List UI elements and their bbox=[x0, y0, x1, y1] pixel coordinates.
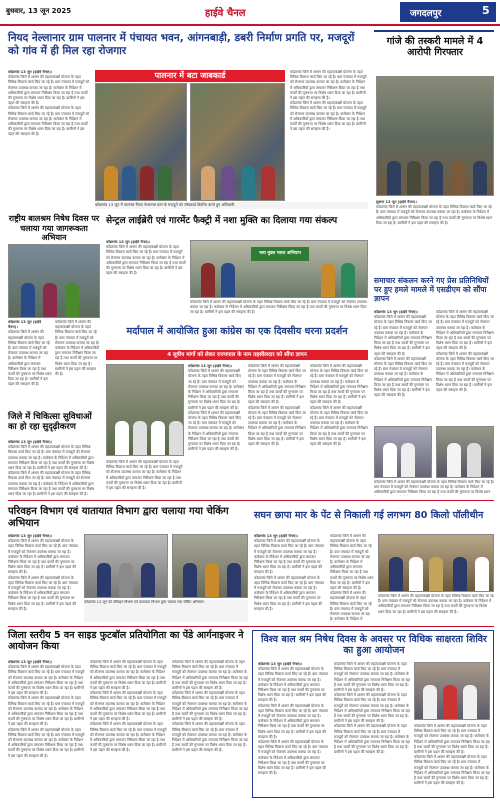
article-body: कोंडागांव जिले में शासन की महत्वाकांक्षी योजना के तहत विभिन्न विकास कार्य किए जा रहे हैं। ग्राम पंचायत में मजदूरों को रोजगार उपलब्ध कराया जा रहा है। कलेक्टर के निर्देशन में अधिकारियों द्वारा लगातार निरीक्षण किया जा रहा है तथा कार्यों की गुणवत्ता पर विशेष ध्यान दिया जा रहा है। ग्रामीणों ने इस पहल की सराहना की है। bbox=[334, 662, 410, 693]
news-reps-photo-1 bbox=[374, 426, 432, 478]
textile-headline: सेन्ट्रल लाईब्रेरी एवं गारमेंट फैक्ट्री में नशा मुक्ति का दिलाया गया संकल्प bbox=[106, 216, 338, 226]
dateline: कोंडागांव 13 जून (हाईवे चैनल)। bbox=[188, 364, 233, 368]
article-body: कोंडागांव जिले में शासन की महत्वाकांक्षी योजना के तहत विभिन्न विकास कार्य किए जा रहे हैं। ग्राम पंचायत में मजदूरों को रोजगार उपलब्ध कराया जा रहा है। कलेक्टर के निर्देशन में अधिकारियों द्वारा लगातार निरीक्षण किया जा रहा है तथा कार्यों की गुणवत्ता पर विशेष ध्यान दिया जा रहा है। ग्रामीणों ने इस पहल की सराहना की है। bbox=[290, 70, 367, 101]
dateline: कोंडागांव 13 जून (हाईवे चैनल)। bbox=[374, 310, 419, 314]
issue-date: बुधवार, 13 जून 2025 bbox=[6, 7, 72, 15]
drug-awareness-col-2 bbox=[55, 320, 100, 408]
main-headline: नियद नेल्लानार ग्राम पालनार में पंचायत भवन, आंगनबाड़ी, डबरी निर्माण प्रगति पर, मजदूरों को गांव में ही मिल रहा रोजगार bbox=[8, 32, 355, 57]
divider bbox=[374, 30, 494, 32]
article-body: कोंडागांव जिले में शासन की महत्वाकांक्षी योजना के तहत विभिन्न विकास कार्य किए जा रहे हैं। ग्राम पंचायत में मजदूरों को रोजगार उपलब्ध कराया जा रहा है। कलेक्टर के निर्देशन में अधिकारियों द्वारा लगातार निरीक्षण किया जा रहा है तथा कार्यों की गुणवत्ता पर विशेष ध्यान दिया जा रहा है। ग्रामीणों ने इस पहल की सराहना की है। bbox=[254, 575, 324, 611]
congress-subhead: 4 सूत्रीय मांगों को लेकर राज्यपाल के नाम तहसीलदार को सौंपा ज्ञापन bbox=[106, 350, 368, 360]
main-photo-right bbox=[190, 83, 285, 201]
city-section-label: जगदलपुर bbox=[400, 2, 496, 22]
article-body: कोंडागांव जिले में शासन की महत्वाकांक्षी योजना के तहत विभिन्न विकास कार्य किए जा रहे हैं। ग्राम पंचायत में मजदूरों को रोजगार उपलब्ध कराया जा रहा है। कलेक्टर के निर्देशन में अधिकारियों द्वारा लगातार निरीक्षण किया जा रहा है तथा कार्यों की गुणवत्ता पर विशेष ध्यान दिया जा रहा है। ग्रामीणों ने इस पहल की सराहना की है। bbox=[258, 703, 328, 739]
health-headline: जिले में चिकित्सा सुविधाओं का हो रहा सुदृढ़ीकरण bbox=[8, 412, 92, 433]
news-reps-col-2 bbox=[436, 310, 494, 422]
dateline: सुकमा 13 जून (हाईवे चैनल)। bbox=[376, 200, 417, 204]
health-article bbox=[8, 440, 100, 500]
article-body: कोंडागांव जिले में शासन की महत्वाकांक्षी योजना के तहत विभिन्न विकास कार्य किए जा रहे हैं। ग्राम पंचायत में मजदूरों को रोजगार उपलब्ध कराया जा रहा है। कलेक्टर के निर्देशन में अधिकारियों द्वारा लगातार निरीक्षण किया जा रहा है तथा कार्यों की गुणवत्ता पर विशेष ध्यान दिया जा रहा है। ग्रामीणों ने इस पहल की सराहना की है। bbox=[188, 369, 244, 410]
article-body: कोंडागांव जिले में शासन की महत्वाकांक्षी योजना के तहत विभिन्न विकास कार्य किए जा रहे हैं। ग्राम पंचायत में मजदूरों को रोजगार उपलब्ध कराया जा रहा है। कलेक्टर के निर्देशन में अधिकारियों द्वारा लगातार निरीक्षण किया जा रहा है तथा कार्यों की गुणवत्ता पर विशेष ध्यान दिया जा रहा है। ग्रामीणों ने इस पहल की सराहना की है। bbox=[254, 539, 324, 575]
ganja-photo bbox=[376, 76, 494, 196]
article-body: कोंडागांव जिले में शासन की महत्वाकांक्षी योजना के तहत विभिन्न विकास कार्य किए जा रहे हैं। ग्राम पंचायत में मजदूरों को रोजगार उपलब्ध कराया जा रहा है। कलेक्टर के निर्देशन में अधिकारियों द्वारा लगातार निरीक्षण किया जा रहा है तथा कार्यों की गुणवत्ता पर विशेष ध्यान दिया जा रहा है। ग्रामीणों ने इस पहल की सराहना की है। bbox=[172, 691, 248, 722]
transport-photo-2 bbox=[172, 534, 248, 598]
dateline: कोंडागांव 13 जून (हाईवे चैनल)। bbox=[254, 534, 299, 538]
legal-headline: विश्व बाल श्रम निषेध दिवस के अवसर पर विधिक साक्षरता शिविर का हुआ आयोजन bbox=[261, 634, 487, 657]
article-body: कोंडागांव जिले में शासन की महत्वाकांक्षी योजना के तहत विभिन्न विकास कार्य किए जा रहे हैं। ग्राम पंचायत में मजदूरों को रोजगार उपलब्ध कराया जा रहा है। कलेक्टर के निर्देशन में अधिकारियों द्वारा लगातार निरीक्षण किया जा रहा है तथा कार्यों की गुणवत्ता पर विशेष ध्यान दिया जा रहा है। ग्रामीणों ने इस पहल की सराहना की है। bbox=[8, 665, 85, 696]
divider bbox=[8, 500, 494, 501]
article-body: कोंडागांव जिले में शासन की महत्वाकांक्षी योजना के तहत विभिन्न विकास कार्य किए जा रहे हैं। ग्राम पंचायत में मजदूरों को रोजगार उपलब्ध कराया जा रहा है। कलेक्टर के निर्देशन में अधिकारियों द्वारा लगातार निरीक्षण किया जा रहा है तथा कार्यों की गुणवत्ता पर विशेष ध्यान दिया जा रहा है। ग्रामीणों ने इस पहल की सराहना की है। bbox=[310, 364, 368, 405]
football-col-2 bbox=[90, 660, 168, 798]
article-body: कोंडागांव जिले में शासन की महत्वाकांक्षी योजना के तहत विभिन्न विकास कार्य किए जा रहे हैं। ग्राम पंचायत में मजदूरों को रोजगार उपलब्ध कराया जा रहा है। कलेक्टर के निर्देशन में अधिकारियों द्वारा लगातार निरीक्षण किया जा रहा है तथा कार्यों की गुणवत्ता पर विशेष ध्यान दिया जा रहा है। ग्रामीणों ने इस पहल की सराहना की है। bbox=[258, 667, 328, 703]
article-body: कोंडागांव जिले में शासन की महत्वाकांक्षी योजना के तहत विभिन्न विकास कार्य किए जा रहे हैं। ग्राम पंचायत में मजदूरों को रोजगार उपलब्ध कराया जा रहा है। कलेक्टर के निर्देशन में अधिकारियों द्वारा लगातार निरीक्षण किया जा रहा है तथा कार्यों की गुणवत्ता पर विशेष ध्यान दिया जा रहा है। ग्रामीणों ने इस पहल की सराहना की है। bbox=[378, 594, 494, 614]
article-body: कोंडागांव जिले में शासन की महत्वाकांक्षी योजना के तहत विभिन्न विकास कार्य किए जा रहे हैं। ग्राम पंचायत में मजदूरों को रोजगार उपलब्ध कराया जा रहा है। कलेक्टर के निर्देशन में अधिकारियों द्वारा लगातार निरीक्षण किया जा रहा है तथा कार्यों की गुणवत्ता पर विशेष ध्यान दिया जा रहा है। ग्रामीणों ने इस पहल की सराहना की है। bbox=[172, 660, 248, 691]
drug-awareness-headline: राष्ट्रीय बालश्रम निषेध दिवस पर चलाया गया जागरूकता अभियान bbox=[8, 214, 100, 243]
article-body: कोंडागांव जिले में शासन की महत्वाकांक्षी योजना के तहत विभिन्न विकास कार्य किए जा रहे हैं। ग्राम पंचायत में मजदूरों को रोजगार उपलब्ध कराया जा रहा है। कलेक्टर के निर्देशन में bbox=[330, 591, 372, 622]
news-reps-col-3 bbox=[374, 480, 494, 496]
legal-col-1 bbox=[258, 662, 330, 794]
dateline: कोंडागांव 13 जून (हाईवे चैनल)। bbox=[8, 320, 42, 330]
article-body: कोंडागांव जिले में शासन की महत्वाकांक्षी योजना के तहत विभिन्न विकास कार्य किए जा रहे हैं। ग्राम पंचायत में मजदूरों को रोजगार उपलब्ध कराया जा रहा है। कलेक्टर के निर्देशन में अधिकारियों द्वारा लगातार निरीक्षण किया जा रहा है तथा कार्यों की गुणवत्ता पर विशेष ध्यान दिया जा रहा है। ग्रामीणों ने इस पहल की सराहना की है। bbox=[8, 696, 85, 727]
article-body: कोंडागांव जिले में शासन की महत्वाकांक्षी योजना के तहत विभिन्न विकास कार्य किए जा रहे हैं। ग्राम पंचायत में मजदूरों को रोजगार उपलब्ध कराया जा रहा है। कलेक्टर के निर्देशन में अधिकारियों द्वारा लगातार निरीक्षण किया जा रहा है तथा कार्यों की गुणवत्ता पर विशेष ध्यान दिया जा रहा है। ग्रामीणों ने इस पहल की सराहना की है। bbox=[330, 534, 374, 591]
article-body: कोंडागांव जिले में शासन की महत्वाकांक्षी योजना के तहत विभिन्न विकास कार्य किए जा रहे हैं। ग्राम पंचायत में मजदूरों को रोजगार उपलब्ध कराया जा रहा है। कलेक्टर के निर्देशन में अधिकारियों द्वारा लगातार निरीक्षण किया जा रहा है तथा कार्यों की गुणवत्ता पर विशेष ध्यान दिया जा रहा है। ग्रामीणों ने इस पहल की सराहना की है। bbox=[374, 315, 432, 356]
article-body: कोंडागांव जिले में शासन की महत्वाकांक्षी योजना के तहत विभिन्न विकास कार्य किए जा रहे हैं। ग्राम पंचायत में मजदूरों को रोजगार उपलब्ध कराया जा रहा है। कलेक्टर के निर्देशन में अधिकारियों द्वारा लगातार निरीक्षण किया जा रहा है तथा कार्यों की गुणवत्ता पर विशेष ध्यान bbox=[374, 480, 494, 495]
transport-headline: परिवहन विभाग एवं यातायात विभाग द्वारा चलाया गया चेकिंग अभियान bbox=[8, 506, 229, 529]
paper-name: हाईवे चैनल bbox=[205, 8, 246, 19]
article-body: कोंडागांव जिले में शासन की महत्वाकांक्षी योजना के तहत विभिन्न विकास कार्य किए जा रहे हैं। ग्राम पंचायत में मजदूरों को रोजगार उपलब्ध कराया जा रहा है। कलेक्टर के निर्देशन में अधिकारियों द्वारा लगातार निरीक्षण किया जा रहा है तथा कार्यों की गुणवत्ता पर विशेष ध्यान दिया जा रहा है। ग्रामीणों ने इस पहल की सराहना की है। bbox=[258, 740, 328, 776]
congress-col-0 bbox=[106, 460, 184, 496]
congress-col-3 bbox=[310, 364, 368, 494]
article-body: कोंडागांव जिले में शासन की महत्वाकांक्षी योजना के तहत विभिन्न विकास कार्य किए जा रहे हैं। ग्राम पंचायत में मजदूरों को रोजगार उपलब्ध कराया जा रहा है। कलेक्टर के निर्देशन में अधिकारियों द्वारा लगातार निरीक्षण किया जा रहा है तथा कार्यों की गुणवत्ता पर विशेष ध्यान दिया जा रहा है। ग्रामीणों ने इस पहल की सराहना की है। bbox=[436, 310, 494, 351]
textile-photo bbox=[190, 240, 368, 298]
polythene-col-1 bbox=[254, 534, 326, 622]
drug-awareness-col-1 bbox=[8, 320, 52, 408]
article-body: कोंडागांव जिले में शासन की महत्वाकांक्षी योजना के तहत विभिन्न विकास कार्य किए जा रहे हैं। ग्राम पंचायत में मजदूरों को रोजगार उपलब्ध कराया जा रहा है। कलेक्टर के निर्देशन में अधिकारियों द्वारा लगातार निरीक्षण किया जा रहा है तथा कार्यों की गुणवत्ता पर विशेष ध्यान दिया जा रहा है। ग्रामीणों ने इस पहल की सराहना की है। bbox=[8, 575, 78, 611]
football-col-3 bbox=[172, 660, 248, 798]
main-photo-caption: कोंडागांव 13 जून में पालनार नियद नेल्लानार ग्राम के मजदूरों को जॉबकार्ड वितरित करते हुए अधिकारी bbox=[95, 202, 368, 209]
main-photo-banner: पालनार में बटा जाबकार्ड bbox=[95, 70, 285, 82]
main-photo-left bbox=[95, 83, 187, 201]
article-body: कोंडागांव जिले में शासन की महत्वाकांक्षी योजना के तहत विभिन्न विकास कार्य किए जा रहे हैं। ग्राम पंचायत में मजदूरों को रोजगार उपलब्ध कराया जा रहा है। कलेक्टर के निर्देशन में अधिकारियों द्वारा लगातार निरीक्षण किया जा रहा है तथा कार्यों की गुणवत्ता पर विशेष ध्यान दिया जा रहा है। ग्रामीणों ने इस पहल की सराहना की है। bbox=[172, 722, 248, 753]
article-body: कोंडागांव जिले में शासन की महत्वाकांक्षी योजना के तहत विभिन्न विकास कार्य किए जा रहे हैं। ग्राम पंचायत में मजदूरों को रोजगार उपलब्ध कराया जा रहा है। कलेक्टर के निर्देशन में अधिकारियों द्वारा लगातार निरीक्षण किया जा रहा है तथा कार्यों की गुणवत्ता पर विशेष ध्यान दिया जा रहा है। ग्रामीणों ने इस पहल की सराहना की है। bbox=[414, 724, 490, 755]
main-article-col-3 bbox=[290, 70, 368, 200]
dateline: कोंडागांव 13 जून (हाईवे चैनल)। bbox=[8, 440, 53, 444]
dateline: कोंडागांव 13 जून (हाईवे चैनल)। bbox=[8, 660, 53, 664]
news-reps-headline: समाचार संकलन करने गए प्रेस प्रतिनिधियों पर हुए हमले मामले में एसडीएम को सौंपा ज्ञापन bbox=[374, 276, 489, 303]
dateline: कोंडागांव 13 जून (हाईवे चैनल)। bbox=[8, 534, 53, 538]
article-body: कोंडागांव जिले में शासन की महत्वाकांक्षी योजना के तहत विभिन्न विकास कार्य किए जा रहे हैं। ग्राम पंचायत में मजदूरों को रोजगार उपलब्ध कराया जा रहा है। कलेक्टर के निर्देशन में अधिकारियों द्वारा लगातार निरीक्षण किया जा रहा है तथा कार्यों की गुणवत्ता पर विशेष ध्यान दिया जा रहा है। ग्रामीणों ने इस पहल की सराहना की है। bbox=[374, 356, 432, 398]
article-body: कोंडागांव जिले में शासन की महत्वाकांक्षी योजना के तहत विभिन्न विकास कार्य किए जा रहे हैं। ग्राम पंचायत में मजदूरों को रोजगार उपलब्ध कराया जा रहा है। कलेक्टर के निर्देशन में अधिकारियों द्वारा लगातार निरीक्षण किया जा रहा है तथा कार्यों की गुणवत्ता पर विशेष ध्यान दिया जा रहा है। ग्रामीणों ने इस पहल की सराहना की है। bbox=[248, 405, 306, 447]
article-body: कोंडागांव जिले में शासन की महत्वाकांक्षी योजना के तहत विभिन्न विकास कार्य किए जा रहे हैं। ग्राम पंचायत में मजदूरों को रोजगार उपलब्ध कराया जा रहा है। कलेक्टर के निर्देशन में अधिकारियों द्वारा लगातार निरीक्षण किया जा रहा है तथा कार्यों की गुणवत्ता पर विशेष ध्यान दिया जा रहा है। ग्रामीणों ने इस पहल की सराहना की है। bbox=[310, 405, 368, 447]
divider bbox=[8, 626, 494, 627]
ganja-headline: गांजे की तस्करी मामले में 4 आरोपी गिरफ्तार bbox=[386, 36, 484, 59]
article-body: कोंडागांव जिले में शासन की महत्वाकांक्षी योजना के तहत विभिन्न विकास कार्य किए जा रहे हैं। ग्राम पंचायत में मजदूरों को रोजगार उपलब्ध कराया जा रहा है। कलेक्टर के निर्देशन में अधिकारियों द्वारा लगातार निरीक्षण किया जा रहा है तथा कार्यों की गुणवत्ता पर विशेष ध्यान दिया जा रहा है। ग्रामीणों ने इस पहल की सराहना की है। bbox=[106, 245, 186, 276]
congress-photo bbox=[106, 364, 184, 456]
article-body: कोंडागांव जिले में शासन की महत्वाकांक्षी योजना के तहत विभिन्न विकास कार्य किए जा रहे हैं। ग्राम पंचायत में मजदूरों को रोजगार उपलब्ध कराया जा रहा है। कलेक्टर के निर्देशन में अधिकारियों द्वारा लगातार निरीक्षण किया जा रहा है तथा कार्यों की गुणवत्ता पर विशेष ध्यान दिया जा रहा है। ग्रामीणों ने इस पहल की सराहना की है। bbox=[188, 410, 244, 452]
article-body: कोंडागांव जिले में शासन की महत्वाकांक्षी योजना के तहत विभिन्न विकास कार्य किए जा रहे हैं। ग्राम पंचायत में मजदूरों को रोजगार उपलब्ध कराया जा रहा है। कलेक्टर के निर्देशन में अधिकारियों द्वारा लगातार निरीक्षण किया जा रहा है तथा कार्यों की गुणवत्ता पर विशेष ध्यान दिया जा रहा है। ग्रामीणों ने इस पहल की सराहना की है। bbox=[8, 471, 95, 497]
polythene-col-3 bbox=[378, 594, 494, 622]
football-headline: जिला स्तरीय 5 वन साइड फुटबॉल प्रतियोगिता का पेंडे आर्गनाइजर ने आयोजन किया bbox=[8, 630, 244, 653]
dateline: कोंडागांव 13 जून (हाईवे चैनल)। bbox=[8, 70, 53, 74]
legal-col-3 bbox=[414, 724, 490, 794]
drug-awareness-photo bbox=[8, 244, 100, 318]
news-reps-col-1 bbox=[374, 310, 432, 422]
legal-col-2 bbox=[334, 662, 410, 794]
polythene-headline: सघन छापा मार के पेंट से निकाली गई लगभग 80 किलो पॉलीथीन bbox=[254, 510, 484, 521]
article-body: कोंडागांव जिले में शासन की महत्वाकांक्षी योजना के तहत विभिन्न विकास कार्य किए जा रहे हैं। ग्राम पंचायत में मजदूरों को रोजगार उपलब्ध कराया जा रहा है। कलेक्टर के निर्देशन में अधिकारियों द्वारा लगातार निरीक्षण किया जा रहा है तथा कार्यों की गुणवत्ता पर विशेष ध्यान दिया जा रहा है। ग्रामीणों ने इस पहल की सराहना की है। bbox=[106, 460, 183, 491]
textile-photo-banner: नशा मुक्त भारत अभियान bbox=[251, 247, 309, 261]
article-body: कोंडागांव जिले में शासन की महत्वाकांक्षी योजना के तहत विभिन्न विकास कार्य किए जा रहे हैं। ग्राम पंचायत में मजदूरों को रोजगार उपलब्ध कराया जा रहा है। कलेक्टर के निर्देशन में अधिकारियों द्वारा लगातार निरीक्षण किया जा रहा है तथा कार्यों की गुणवत्ता पर विशेष ध्यान दिया जा रहा है। ग्रामीणों ने इस पहल की सराहना की है। bbox=[414, 755, 490, 786]
page-number: 5 bbox=[482, 4, 490, 17]
congress-col-2 bbox=[248, 364, 306, 494]
article-body: कोंडागांव जिले में शासन की महत्वाकांक्षी योजना के तहत विभिन्न विकास कार्य किए जा रहे हैं। ग्राम पंचायत में मजदूरों को रोजगार उपलब्ध कराया जा रहा है। कलेक्टर के निर्देशन में अधिकारियों द्वारा लगातार निरीक्षण किया जा रहा है तथा कार्यों की गुणवत्ता पर विशेष ध्यान दिया जा रहा है। ग्रामीणों ने इस पहल की सराहना की है। bbox=[8, 106, 90, 137]
article-body: कोंडागांव जिले में शासन की महत्वाकांक्षी योजना के तहत विभिन्न विकास कार्य किए जा रहे हैं। ग्राम पंचायत में मजदूरों को रोजगार उपलब्ध कराया जा रहा है। कलेक्टर के निर्देशन में अधिकारियों द्वारा लगातार निरीक्षण किया जा रहा है तथा कार्यों की गुणवत्ता पर विशेष ध्यान दिया जा रहा है। ग्रामीणों ने इस पहल की सराहना की है। bbox=[90, 660, 167, 691]
polythene-photo bbox=[378, 534, 494, 592]
article-body: कोंडागांव जिले में शासन की महत्वाकांक्षी योजना के तहत विभिन्न विकास कार्य किए जा रहे हैं। ग्राम पंचायत में मजदूरों को रोजगार उपलब्ध कराया जा रहा है। कलेक्टर के निर्देशन में अधिकारियों द्वारा लगातार निरीक्षण किया जा रहा है तथा कार्यों की गुणवत्ता पर विशेष ध्यान दिया जा रहा है। ग्रामीणों ने इस पहल की सराहना की है। bbox=[436, 351, 494, 393]
article-body: कोंडागांव जिले में शासन की महत्वाकांक्षी योजना के तहत विभिन्न विकास कार्य किए जा रहे हैं। ग्राम पंचायत में मजदूरों को रोजगार उपलब्ध कराया जा रहा है। कलेक्टर के निर्देशन में अधिकारियों द्वारा लगातार निरीक्षण किया जा रहा है तथा कार्यों की गुणवत्ता पर विशेष ध्यान दिया जा रहा है। ग्रामीणों ने इस पहल की सराहना की है। bbox=[8, 539, 78, 575]
article-body: कोंडागांव जिले में शासन की महत्वाकांक्षी योजना के तहत विभिन्न विकास कार्य किए जा रहे हैं। ग्राम पंचायत में मजदूरों को रोजगार उपलब्ध कराया जा रहा है। कलेक्टर के निर्देशन में अधिकारियों द्वारा लगातार निरीक्षण किया जा रहा है तथा कार्यों की गुणवत्ता पर विशेष ध्यान दिया जा रहा है। ग्रामीणों ने इस पहल की सराहना की है। bbox=[8, 330, 52, 387]
textile-col-2 bbox=[190, 300, 368, 320]
textile-col-1 bbox=[106, 240, 186, 320]
article-body: कोंडागांव जिले में शासन की महत्वाकांक्षी योजना के तहत विभिन्न विकास कार्य किए जा रहे हैं। ग्राम पंचायत में मजदूरों को रोजगार उपलब्ध कराया जा रहा है। कलेक्टर के निर्देशन में अधिकारियों द्वारा लगातार निरीक्षण किया जा रहा है तथा कार्यों की गुणवत्ता पर विशेष ध्यान दिया जा रहा है। ग्रामीणों ने इस पहल की सराहना की है। bbox=[55, 320, 100, 377]
transport-photo-caption: कोंडागांव 13 जून को परिवहन विभाग एवं यातायात विभाग द्वारा चलाया गया चेकिंग अभियान bbox=[84, 600, 248, 622]
article-body: कोंडागांव जिले में शासन की महत्वाकांक्षी योजना के तहत विभिन्न विकास कार्य किए जा रहे हैं। ग्राम पंचायत में मजदूरों को रोजगार उपलब्ध कराया जा रहा है। कलेक्टर के निर्देशन में अधिकारियों द्वारा लगातार निरीक्षण किया जा रहा है तथा कार्यों की गुणवत्ता पर विशेष ध्यान दिया जा रहा है। ग्रामीणों ने इस पहल की सराहना की है। bbox=[248, 364, 306, 405]
legal-photo bbox=[414, 662, 490, 720]
article-body: कोंडागांव जिले में शासन की महत्वाकांक्षी योजना के तहत विभिन्न विकास कार्य किए जा रहे हैं। ग्राम पंचायत में मजदूरों को रोजगार उपलब्ध कराया जा रहा है। कलेक्टर के निर्देशन में अधिकारियों द्वारा लगातार निरीक्षण किया जा रहा है तथा कार्यों की गुणवत्ता पर विशेष ध्यान दिया जा रहा है। ग्रामीणों ने इस पहल की सराहना की है। bbox=[8, 445, 95, 471]
ganja-article bbox=[376, 200, 494, 272]
article-body: कोंडागांव जिले में शासन की महत्वाकांक्षी योजना के तहत विभिन्न विकास कार्य किए जा रहे हैं। ग्राम पंचायत में मजदूरों को रोजगार उपलब्ध कराया जा रहा है। कलेक्टर के निर्देशन में अधिकारियों द्वारा लगातार निरीक्षण किया जा रहा है तथा कार्यों की गुणवत्ता पर विशेष ध्यान दिया जा रहा है। ग्रामीणों ने इस पहल की सराहना की है। bbox=[290, 101, 367, 132]
transport-photo-1 bbox=[84, 534, 168, 598]
dateline: कोंडागांव 13 जून (हाईवे चैनल)। bbox=[106, 240, 151, 244]
article-body: कोंडागांव जिले में शासन की महत्वाकांक्षी योजना के तहत विभिन्न विकास कार्य किए जा रहे हैं। ग्राम पंचायत में मजदूरों को रोजगार उपलब्ध कराया जा रहा है। कलेक्टर के निर्देशन में अधिकारियों द्वारा लगातार निरीक्षण किया जा रहा है तथा कार्यों की गुणवत्ता पर विशेष ध्यान दिया जा रहा है। ग्रामीणों ने इस पहल की सराहना की है। bbox=[334, 724, 410, 755]
congress-headline: मर्दापाल में आयोजित हुआ कांग्रेस का एक दिवसीय धरना प्रदर्शन bbox=[126, 326, 348, 337]
transport-col-1 bbox=[8, 534, 80, 622]
football-col-1 bbox=[8, 660, 86, 798]
news-reps-photo-2 bbox=[436, 426, 494, 478]
congress-col-1 bbox=[188, 364, 244, 494]
article-body: कोंडागांव जिले में शासन की महत्वाकांक्षी योजना के तहत विभिन्न विकास कार्य किए जा रहे हैं। ग्राम पंचायत में मजदूरों को रोजगार उपलब्ध कराया जा रहा है। कलेक्टर के निर्देशन में अधिकारियों द्वारा लगातार निरीक्षण किया जा रहा है तथा कार्यों की गुणवत्ता पर विशेष ध्यान दिया जा रहा है। ग्रामीणों ने इस पहल की सराहना की है। bbox=[8, 75, 90, 106]
main-article-col-1 bbox=[8, 70, 90, 188]
article-body: कोंडागांव जिले में शासन की महत्वाकांक्षी योजना के तहत विभिन्न विकास कार्य किए जा रहे हैं। ग्राम पंचायत में मजदूरों को रोजगार उपलब्ध कराया जा रहा है। कलेक्टर के निर्देशन में अधिकारियों द्वारा लगातार निरीक्षण किया जा रहा है तथा कार्यों की गुणवत्ता पर विशेष ध्यान दिया जा रहा है। ग्रामीणों ने इस पहल की सराहना की है। bbox=[90, 722, 167, 753]
article-body: कोंडागांव जिले में शासन की महत्वाकांक्षी योजना के तहत विभिन्न विकास कार्य किए जा रहे हैं। ग्राम पंचायत में मजदूरों को रोजगार उपलब्ध कराया जा रहा है। कलेक्टर के निर्देशन में अधिकारियों द्वारा लगातार निरीक्षण किया जा रहा है तथा कार्यों की गुणवत्ता पर विशेष ध्यान दिया जा रहा है। ग्रामीणों ने इस पहल की सराहना की है। bbox=[190, 300, 367, 315]
dateline: कोंडागांव 13 जून (हाईवे चैनल)। bbox=[258, 662, 303, 666]
article-body: कोंडागांव जिले में शासन की महत्वाकांक्षी योजना के तहत विभिन्न विकास कार्य किए जा रहे हैं। ग्राम पंचायत में मजदूरों को रोजगार उपलब्ध कराया जा रहा है। कलेक्टर के निर्देशन में अधिकारियों द्वारा लगातार निरीक्षण किया जा रहा है तथा कार्यों की गुणवत्ता पर विशेष ध्यान दिया जा रहा है। ग्रामीणों ने इस पहल की सराहना की है। bbox=[376, 205, 493, 225]
article-body: कोंडागांव जिले में शासन की महत्वाकांक्षी योजना के तहत विभिन्न विकास कार्य किए जा रहे हैं। ग्राम पंचायत में मजदूरों को रोजगार उपलब्ध कराया जा रहा है। कलेक्टर के निर्देशन में अधिकारियों द्वारा लगातार निरीक्षण किया जा रहा है तथा कार्यों की गुणवत्ता पर विशेष ध्यान दिया जा रहा है। ग्रामीणों ने इस पहल की सराहना की है। bbox=[8, 727, 85, 758]
polythene-col-2 bbox=[330, 534, 374, 622]
article-body: कोंडागांव जिले में शासन की महत्वाकांक्षी योजना के तहत विभिन्न विकास कार्य किए जा रहे हैं। ग्राम पंचायत में मजदूरों को रोजगार उपलब्ध कराया जा रहा है। कलेक्टर के निर्देशन में अधिकारियों द्वारा लगातार निरीक्षण किया जा रहा है तथा कार्यों की गुणवत्ता पर विशेष ध्यान दिया जा रहा है। ग्रामीणों ने इस पहल की सराहना की है। bbox=[90, 691, 167, 722]
article-body: कोंडागांव जिले में शासन की महत्वाकांक्षी योजना के तहत विभिन्न विकास कार्य किए जा रहे हैं। ग्राम पंचायत में मजदूरों को रोजगार उपलब्ध कराया जा रहा है। कलेक्टर के निर्देशन में अधिकारियों द्वारा लगातार निरीक्षण किया जा रहा है तथा कार्यों की गुणवत्ता पर विशेष ध्यान दिया जा रहा है। ग्रामीणों ने इस पहल की सराहना की है। bbox=[334, 693, 410, 724]
